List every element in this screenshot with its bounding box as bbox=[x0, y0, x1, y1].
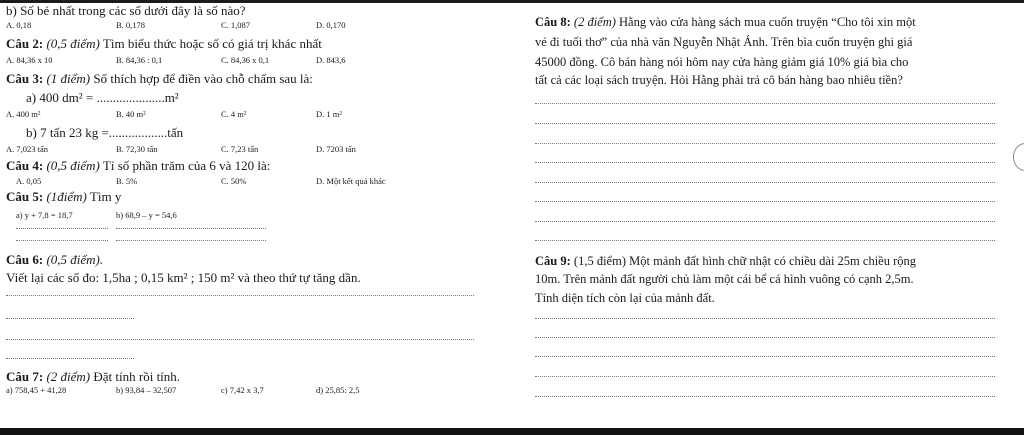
q8-answer-line-3 bbox=[535, 143, 995, 144]
q5b-answer-line-2 bbox=[116, 240, 266, 241]
q3a-text: a) 400 dm² = .....................m² bbox=[26, 90, 179, 105]
q4-heading bbox=[6, 159, 270, 172]
q3-heading bbox=[6, 72, 313, 85]
q8-line-2: vé đi tuổi thơ” của nhà văn Nguyễn Nhật Ánh. Trên bìa cuốn truyện ghi giá bbox=[535, 35, 913, 49]
q1b-option-a: A. 0,18 bbox=[6, 20, 32, 30]
q5-text: Tìm y bbox=[89, 189, 122, 204]
q1b-option-c: C. 1,087 bbox=[221, 20, 251, 30]
q1b-option-b: B. 0,178 bbox=[116, 20, 146, 30]
q4-option-b: B. 5% bbox=[116, 176, 138, 186]
q5-option-b: b) 68,9 – y = 54,6 bbox=[116, 210, 177, 220]
q8-answer-line-4 bbox=[535, 162, 995, 163]
q3b-option-a: A. 7,023 tấn bbox=[6, 144, 49, 154]
q9-answer-line-2 bbox=[535, 337, 995, 338]
q5-option-a: a) y + 7,8 = 18,7 bbox=[16, 210, 73, 220]
q8-answer-line-8 bbox=[535, 240, 995, 241]
q6-answer-line-4 bbox=[6, 358, 134, 359]
q3b-text: b) 7 tấn 23 kg =..................tấn bbox=[26, 125, 184, 140]
q9-answer-line-1 bbox=[535, 318, 995, 319]
q7-option-a: a) 758,45 + 41,28 bbox=[6, 385, 67, 395]
q3a-option-c: C. 4 m² bbox=[221, 109, 247, 119]
q2-option-b: B. 84,36 : 0,1 bbox=[116, 55, 163, 65]
q9-label: Câu 9: bbox=[535, 254, 571, 268]
q2-text: Tìm biểu thức hoặc số có giá trị khác nhất bbox=[102, 36, 322, 51]
q2-option-c: C. 84,36 x 0,1 bbox=[221, 55, 270, 65]
q3b-option-d: D. 7203 tấn bbox=[316, 144, 356, 154]
q8-line-3: 45000 đồng. Cô bán hàng nói hôm nay cửa hàng giảm giá 10% giá bìa cho bbox=[535, 55, 909, 69]
q4-option-a: A. 0,05 bbox=[16, 176, 42, 186]
q1b-option-d: D. 0,170 bbox=[316, 20, 346, 30]
q7-option-c: c) 7,42 x 3,7 bbox=[221, 385, 264, 395]
q7-text: Đặt tính rồi tính. bbox=[93, 369, 181, 384]
q2-points: (0,5 điểm) bbox=[46, 36, 100, 51]
q7-heading bbox=[6, 370, 180, 383]
q8-answer-line-2 bbox=[535, 123, 995, 124]
bottom-edge-bar bbox=[0, 428, 1024, 435]
q9-line-2: 10m. Trên mảnh đất người chủ làm một cái bể cá hình vuông có cạnh 2,5m. bbox=[535, 272, 914, 286]
q6-answer-line-1 bbox=[6, 295, 474, 296]
q4-label: Câu 4: bbox=[6, 158, 44, 173]
q5-points: (1điểm) bbox=[46, 189, 87, 204]
q8-line-4: tất cả các loại sách truyện. Hỏi Hằng phải trả cô bán hàng bao nhiêu tiền? bbox=[535, 73, 903, 87]
q3a-option-a: A. 400 m² bbox=[6, 109, 41, 119]
q6-answer-line-2 bbox=[6, 318, 134, 319]
q3a-option-b: B. 40 m² bbox=[116, 109, 146, 119]
q6-answer-line-3 bbox=[6, 339, 474, 340]
q8-line-1 bbox=[535, 16, 916, 29]
q9-answer-line-3 bbox=[535, 356, 995, 357]
q8-answer-line-5 bbox=[535, 182, 995, 183]
q7-option-b: b) 93,84 – 32,507 bbox=[116, 385, 177, 395]
page-curl-edge bbox=[1013, 143, 1024, 171]
q8-answer-line-7 bbox=[535, 221, 995, 222]
q8-label: Câu 8: bbox=[535, 15, 571, 29]
q5b-answer-line-1 bbox=[116, 228, 266, 229]
q5-heading bbox=[6, 190, 121, 203]
q2-option-a: A. 84,36 x 10 bbox=[6, 55, 53, 65]
q3a-option-d: D. 1 m² bbox=[316, 109, 342, 119]
q9-answer-line-4 bbox=[535, 376, 995, 377]
q6-text: Viết lại các số đo: 1,5ha ; 0,15 km² ; 150 m² và theo thứ tự tăng dần. bbox=[6, 270, 361, 285]
q9-line-3: Tính diện tích còn lại của mảnh đất. bbox=[535, 291, 715, 305]
q8-text-1: Hằng vào cửa hàng sách mua cuốn truyện “Cho tôi xin một bbox=[619, 15, 916, 29]
q3b-option-b: B. 72,30 tấn bbox=[116, 144, 158, 154]
q5-label: Câu 5: bbox=[6, 189, 44, 204]
q4-text: Tỉ số phần trăm của 6 và 120 là: bbox=[102, 158, 271, 173]
q2-option-d: D. 843,6 bbox=[316, 55, 346, 65]
q6-label: Câu 6: bbox=[6, 252, 44, 267]
q2-heading bbox=[6, 37, 322, 50]
q4-points: (0,5 điểm) bbox=[46, 158, 100, 173]
q5a-answer-line-2 bbox=[16, 240, 108, 241]
q3b-option-c: C. 7,23 tấn bbox=[221, 144, 259, 154]
q8-answer-line-6 bbox=[535, 201, 995, 202]
q2-label: Câu 2: bbox=[6, 36, 44, 51]
q3-text: Số thích hợp để điền vào chỗ chấm sau là: bbox=[93, 71, 313, 86]
q3-label: Câu 3: bbox=[6, 71, 44, 86]
q6-points: (0,5 điểm). bbox=[46, 252, 104, 267]
q5a-answer-line-1 bbox=[16, 228, 108, 229]
q7-points: (2 điểm) bbox=[46, 369, 91, 384]
q4-option-d: D. Một kết quả khác bbox=[316, 176, 386, 186]
q1b-text: b) Số bé nhất trong các số dưới đây là số nào? bbox=[6, 3, 246, 18]
q9-text-1: (1,5 điểm) Một mảnh đất hình chữ nhật có chiều dài 25m chiều rộng bbox=[573, 254, 917, 268]
q6-heading bbox=[6, 253, 103, 266]
q8-answer-line-1 bbox=[535, 103, 995, 104]
q9-answer-line-5 bbox=[535, 396, 995, 397]
q4-option-c: C. 50% bbox=[221, 176, 247, 186]
q8-points: (2 điểm) bbox=[573, 15, 616, 29]
q7-label: Câu 7: bbox=[6, 369, 44, 384]
q7-option-d: d) 25,85: 2,5 bbox=[316, 385, 360, 395]
q3-points: (1 điểm) bbox=[46, 71, 91, 86]
q9-line-1 bbox=[535, 255, 916, 268]
